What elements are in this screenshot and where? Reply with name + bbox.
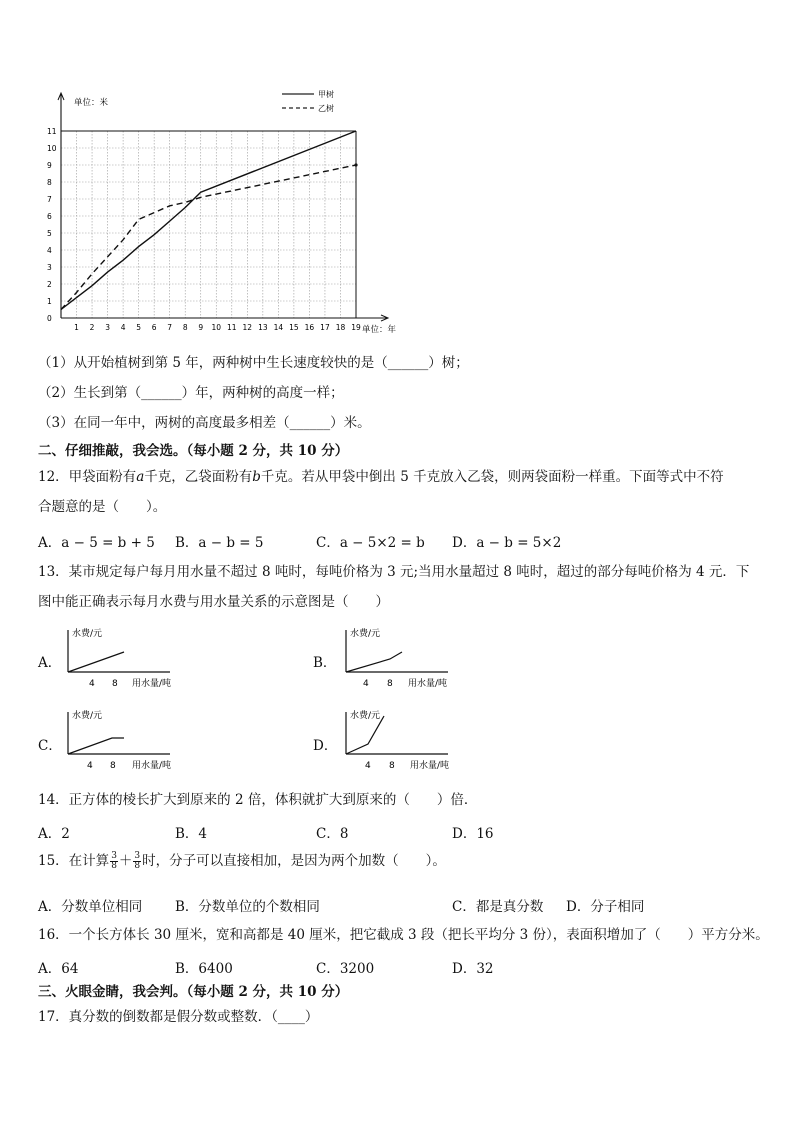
q12-line1 — [38, 468, 724, 486]
frac1-numerator: 3 — [111, 851, 117, 861]
tick-4: 4 — [89, 679, 95, 689]
tick-4: 4 — [87, 761, 93, 771]
q12-option-a: A．a − 5 = b + 5 — [38, 535, 155, 551]
q12-option-d: D．a − b = 5×2 — [452, 535, 562, 551]
y-tick-label: 9 — [47, 161, 52, 170]
y-tick-label: 11 — [47, 127, 57, 136]
q14-option-a: A．2 — [38, 826, 70, 842]
q12-option-c: C．a − 5×2 = b — [316, 535, 425, 551]
x-tick-label: 19 — [351, 323, 361, 332]
x-tick-label: 10 — [211, 323, 222, 332]
y-tick-label: 8 — [47, 178, 52, 187]
q13-option-d-label: D． — [313, 738, 338, 754]
x-axis-label: 用水量/吨 — [132, 679, 172, 689]
x-tick-label: 14 — [273, 323, 284, 332]
frac2-denominator: 8 — [134, 861, 141, 871]
series-jia-line — [61, 131, 356, 310]
q15-text-post: 时，分子可以直接相加，是因为两个加数（ ）。 — [142, 853, 446, 869]
tick-8: 8 — [389, 761, 395, 771]
q13-option-c-graph — [62, 706, 202, 776]
q16-text: 16．一个长方体长 30 厘米，宽和高都是 40 厘米，把它截成 3 段（把长平均分 3 份），表面积增加了（ ）平方分米。 — [38, 927, 769, 943]
x-tick-label: 2 — [89, 323, 95, 332]
graph-line — [68, 738, 124, 754]
q12-text-b: 千克，乙袋面粉有 — [144, 469, 253, 485]
frac1-denominator: 8 — [111, 861, 117, 871]
q14-option-b: B．4 — [175, 826, 208, 842]
q15-fraction-2 — [133, 852, 141, 871]
section-3-heading: 三、火眼金睛，我会判。（每小题 2 分，共 10 分） — [38, 984, 349, 1000]
tree-growth-chart — [30, 80, 420, 342]
x-tick-label: 16 — [304, 323, 315, 332]
y-tick-label: 6 — [47, 212, 52, 221]
y-tick-label: 0 — [47, 314, 52, 323]
y-axis-unit: 单位：米 — [74, 98, 109, 108]
q12-text-a: 12．甲袋面粉有 — [38, 469, 137, 485]
section-2-heading: 二、仔细推敲，我会选。（每小题 2 分，共 10 分） — [38, 443, 349, 459]
q16-option-c: C．3200 — [316, 961, 375, 977]
x-axis-label: 用水量/吨 — [410, 761, 450, 771]
q12-line2: 合题意的是（ ）。 — [38, 499, 167, 515]
x-tick-label: 3 — [105, 323, 110, 332]
q16-option-a: A．64 — [38, 961, 79, 977]
q15-fraction-1 — [110, 852, 118, 871]
x-tick-label: 9 — [198, 323, 204, 332]
x-tick-label: 8 — [182, 323, 188, 332]
x-tick-label: 13 — [258, 323, 268, 332]
legend-label-yi: 乙树 — [318, 104, 334, 113]
tick-4: 4 — [363, 679, 369, 689]
y-tick-label: 5 — [47, 229, 52, 238]
frac2-numerator: 3 — [134, 851, 141, 861]
y-tick-labels — [47, 127, 57, 323]
q12-option-b: B．a − b = 5 — [175, 535, 264, 551]
x-tick-labels — [74, 323, 361, 332]
q14-text: 14．正方体的棱长扩大到原来的 2 倍，体积就扩大到原来的（ ）倍． — [38, 792, 478, 808]
graph-line — [68, 652, 124, 672]
chart-series — [61, 131, 358, 310]
y-tick-label: 2 — [47, 280, 52, 289]
q13-option-c-label: C． — [38, 738, 62, 754]
x-tick-label: 15 — [289, 323, 299, 332]
q15-plus: ＋ — [118, 853, 133, 869]
q15-text — [38, 852, 446, 871]
q15-option-c: C．都是真分数 — [452, 899, 544, 915]
q11-part3: （3）在同一年中，两树的高度最多相差（______）米。 — [38, 415, 371, 431]
series-yi-end-point — [354, 163, 357, 166]
tick-8: 8 — [112, 679, 118, 689]
q13-option-d-graph — [340, 706, 480, 776]
x-axis-label: 用水量/吨 — [132, 761, 172, 771]
q15-text-pre: 15．在计算 — [38, 853, 110, 869]
y-axis-label: 水费/元 — [72, 711, 103, 721]
q12-var-b: b — [252, 469, 261, 485]
chart-legend — [282, 89, 334, 113]
q15-option-a: A．分数单位相同 — [38, 899, 143, 915]
legend-label-jia: 甲树 — [318, 90, 334, 99]
q13-line2: 图中能正确表示每月水费与用水量关系的示意图是（ ） — [38, 594, 389, 610]
x-tick-label: 6 — [151, 323, 157, 332]
x-tick-label: 1 — [74, 323, 79, 332]
x-tick-label: 5 — [136, 323, 142, 332]
graph-line — [346, 716, 384, 754]
x-tick-label: 17 — [320, 323, 330, 332]
graph-line — [346, 652, 402, 672]
y-axis-label: 水费/元 — [350, 711, 381, 721]
y-tick-label: 3 — [47, 263, 52, 272]
q14-option-d: D．16 — [452, 826, 494, 842]
chart-grid — [61, 131, 356, 318]
x-tick-label: 18 — [335, 323, 346, 332]
x-tick-label: 7 — [167, 323, 173, 332]
y-tick-label: 10 — [47, 144, 57, 153]
q13-option-b-graph — [340, 624, 480, 694]
q13-option-b-label: B． — [313, 655, 337, 671]
y-tick-label: 1 — [47, 297, 52, 306]
q15-option-d: D．分子相同 — [566, 899, 645, 915]
x-axis-unit: 单位：年 — [362, 325, 397, 335]
q11-part1: （1）从开始植树到第 5 年，两种树中生长速度较快的是（______）树； — [38, 355, 469, 371]
q14-option-c: C．8 — [316, 826, 349, 842]
y-axis-label: 水费/元 — [72, 629, 103, 639]
y-tick-label: 4 — [47, 246, 52, 255]
q16-option-b: B．6400 — [175, 961, 233, 977]
x-tick-label: 4 — [120, 323, 126, 332]
tick-8: 8 — [387, 679, 393, 689]
q13-option-a-label: A． — [38, 655, 62, 671]
series-yi-line — [61, 165, 356, 310]
y-tick-label: 7 — [47, 195, 52, 204]
x-axis-label: 用水量/吨 — [408, 679, 448, 689]
q13-line1: 13．某市规定每户每月用水量不超过 8 吨时，每吨价格为 3 元;当用水量超过 8 吨时，超过的部分每吨价格为 4 元．下 — [38, 564, 750, 580]
tick-4: 4 — [365, 761, 371, 771]
q15-option-b: B．分数单位的个数相同 — [175, 899, 320, 915]
x-tick-label: 12 — [242, 323, 253, 332]
y-axis-label: 水费/元 — [350, 629, 381, 639]
q11-part2: （2）生长到第（______）年，两种树的高度一样； — [38, 385, 344, 401]
q12-var-a: a — [136, 469, 145, 485]
q17-text: 17．真分数的倒数都是假分数或整数．（____） — [38, 1009, 319, 1025]
q16-option-d: D．32 — [452, 961, 494, 977]
tick-8: 8 — [110, 761, 116, 771]
q12-text-c: 千克。若从甲袋中倒出 5 千克放入乙袋，则两袋面粉一样重。下面等式中不符 — [260, 469, 724, 485]
x-tick-label: 11 — [227, 323, 237, 332]
q13-option-a-graph — [62, 624, 202, 694]
